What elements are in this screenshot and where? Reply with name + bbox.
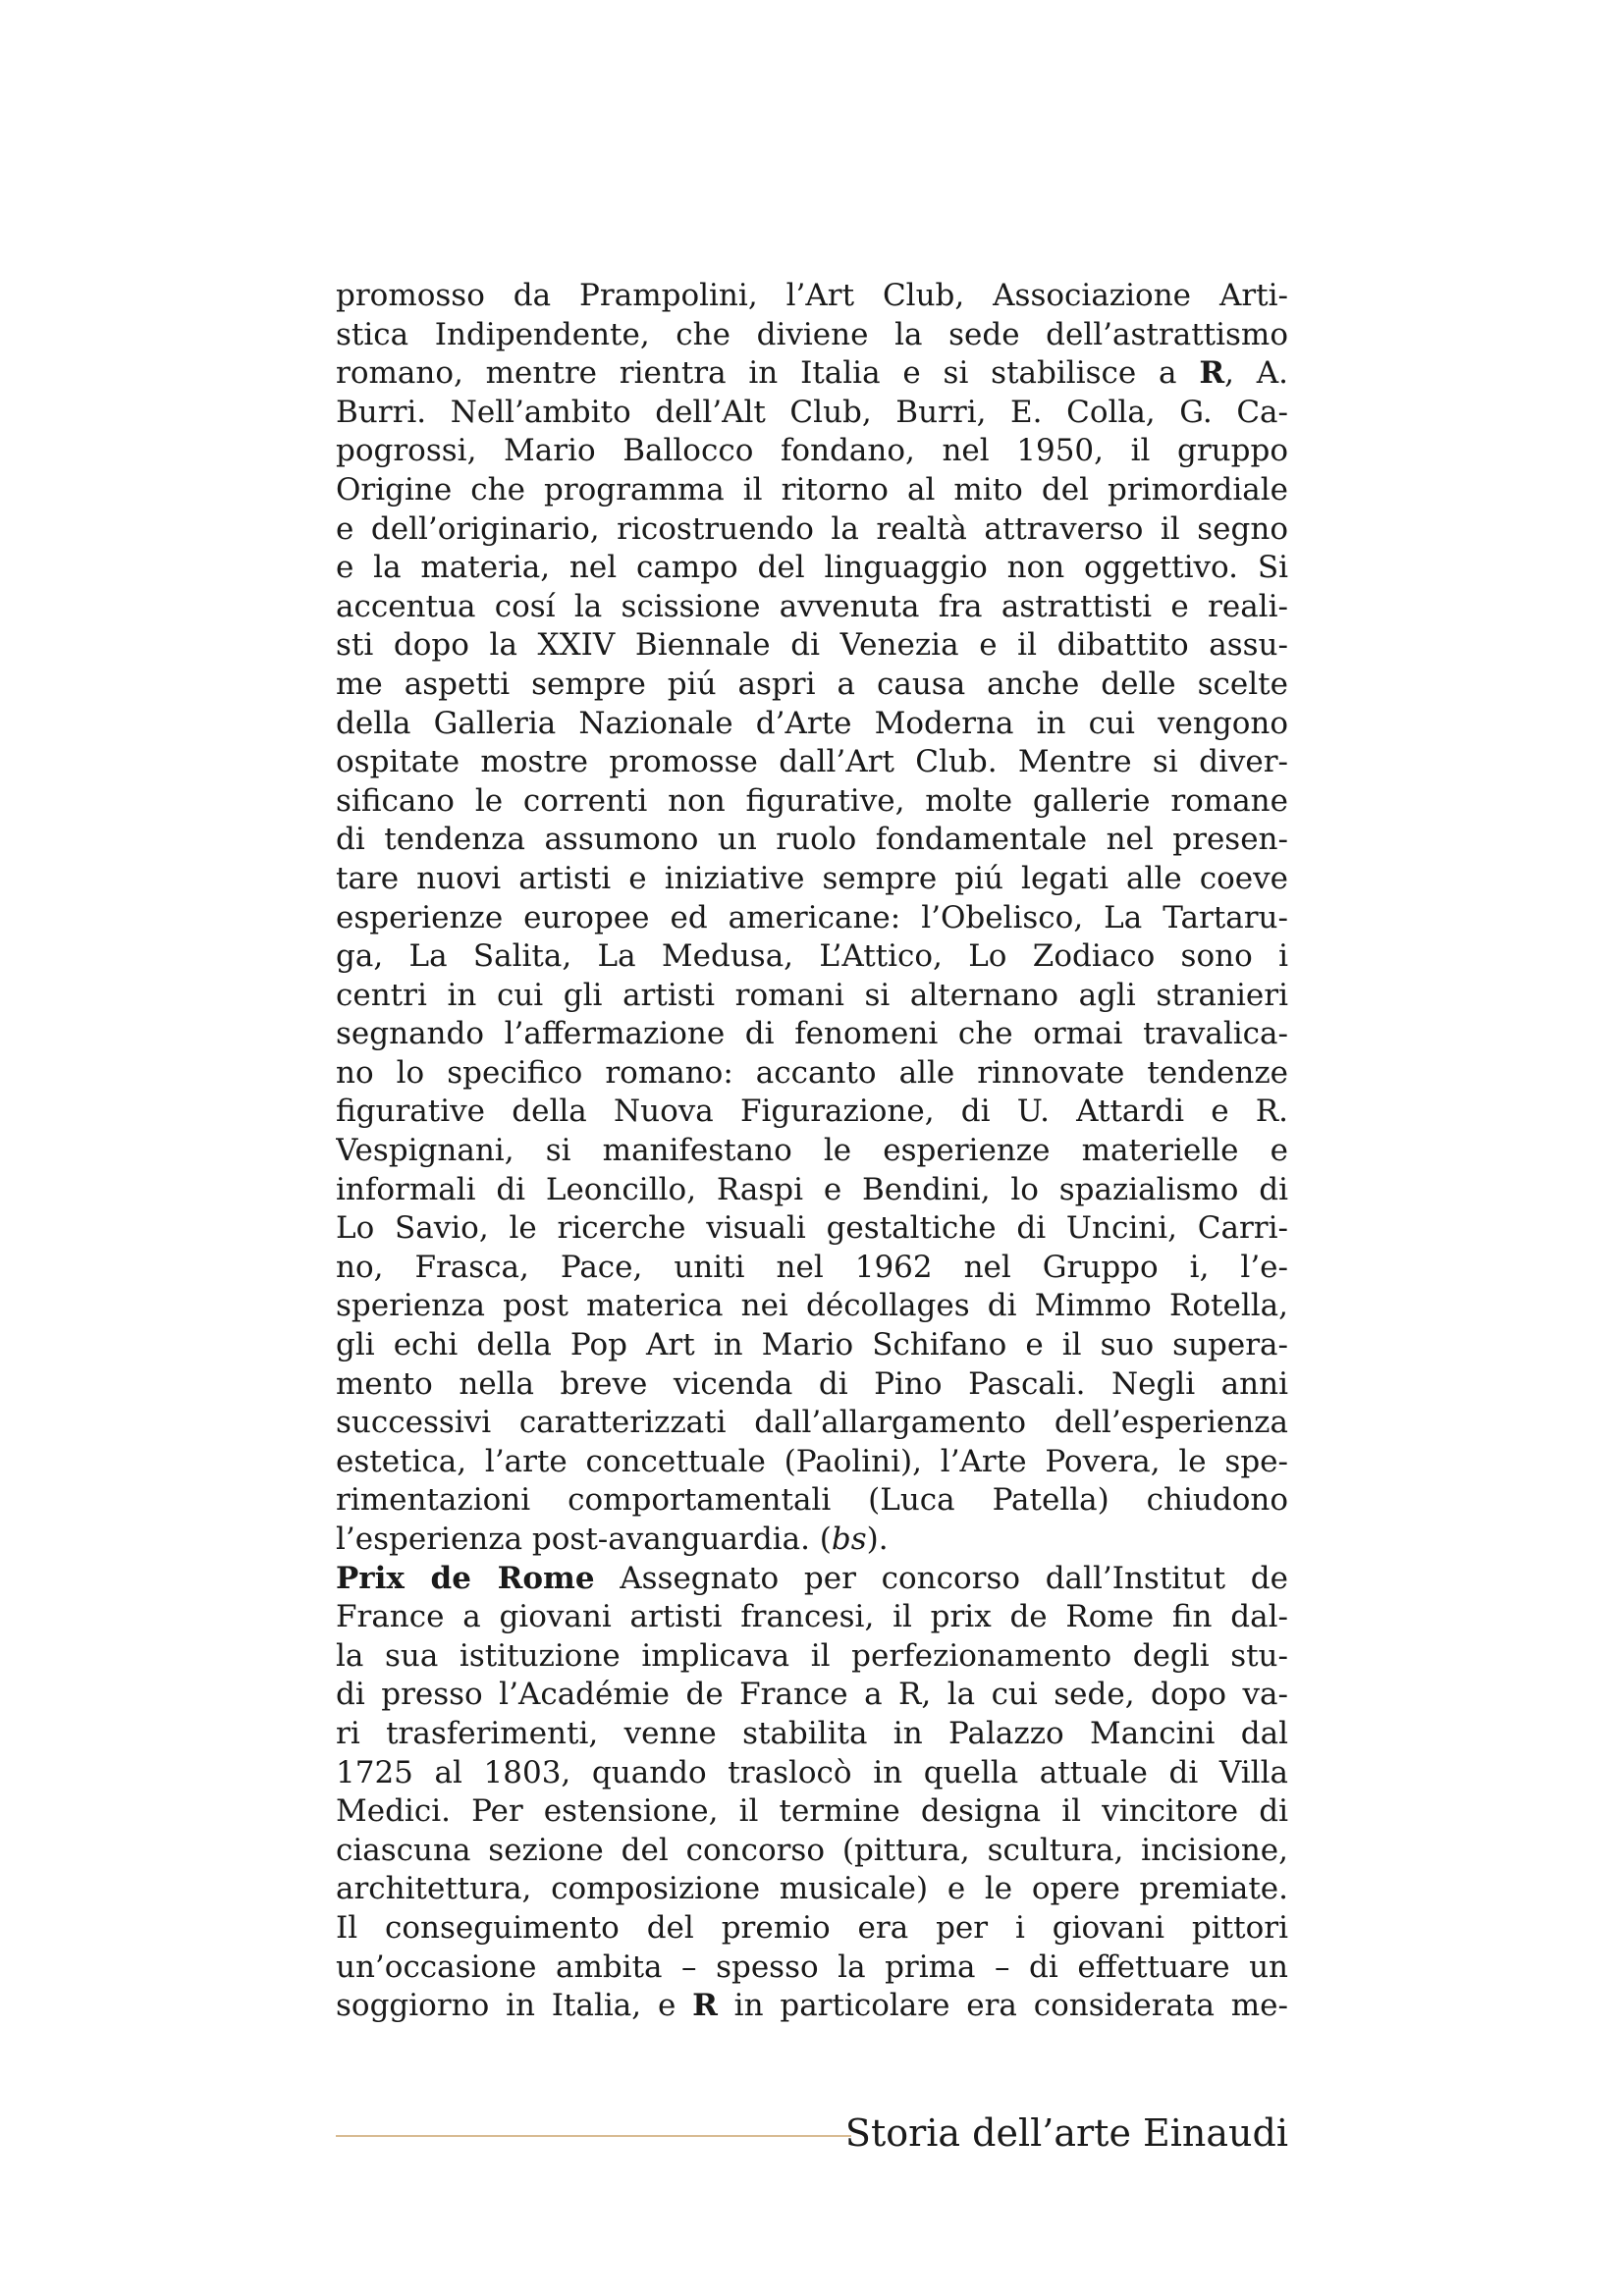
text-line	[336, 1171, 1288, 1210]
text-segment: l’esperienza post-avanguardia. (	[336, 1522, 832, 1557]
text-segment: ospitate mostre promosse dall’Art Club. Mentre si diver-	[336, 744, 1288, 780]
text-segment: Medici. Per estensione, il termine designa il vincitore di	[336, 1793, 1288, 1830]
page-footer	[336, 2106, 1288, 2164]
text-line	[336, 899, 1288, 938]
text-line	[336, 860, 1288, 899]
text-segment: no, Frasca, Pace, uniti nel 1962 nel Gruppo i, l’e-	[336, 1249, 1288, 1285]
text-segment: sti dopo la XXIV Biennale di Venezia e il dibattito assu-	[336, 627, 1288, 664]
bold-text: Prix de Rome	[336, 1560, 595, 1596]
text-line	[336, 354, 1288, 394]
text-line	[336, 1560, 1288, 1599]
text-line	[336, 1715, 1288, 1754]
text-segment: informali di Leoncillo, Raspi e Bendini, lo spazialismo di	[336, 1171, 1288, 1207]
text-line	[336, 977, 1288, 1016]
text-segment: e dell’originario, ricostruendo la realtà attraverso il segno	[336, 510, 1288, 547]
text-line	[336, 1870, 1288, 1909]
text-line	[336, 1249, 1288, 1288]
text-segment: rimentazioni comportamentali (Luca Patella) chiudono	[336, 1482, 1288, 1519]
text-segment: segnando l’affermazione di fenomeni che ormai travalica-	[336, 1016, 1288, 1052]
bold-text: R	[1199, 355, 1225, 392]
text-line	[336, 666, 1288, 705]
text-segment: ).	[866, 1522, 889, 1557]
text-segment: la sua istituzione implicava il perfezionamento degli stu-	[336, 1637, 1288, 1674]
text-line	[336, 432, 1288, 471]
text-line	[336, 1598, 1288, 1637]
text-line	[336, 1832, 1288, 1871]
text-segment: ga, La Salita, La Medusa, L’Attico, Lo Zodiaco sono i	[336, 938, 1288, 975]
text-segment: gli echi della Pop Art in Mario Schifano e il suo supera-	[336, 1327, 1288, 1363]
text-segment: Lo Savio, le ricerche visuali gestaltiche di Uncini, Carri-	[336, 1210, 1288, 1247]
text-line	[336, 782, 1288, 822]
text-line	[336, 316, 1288, 355]
text-segment: sperienza post materica nei décollages di Mimmo Rotella,	[336, 1288, 1288, 1324]
text-segment: di presso l’Académie de France a R, la cui sede, dopo va-	[336, 1677, 1288, 1713]
text-segment: pogrossi, Mario Ballocco fondano, nel 1950, il gruppo	[336, 433, 1288, 469]
text-line	[336, 1326, 1288, 1365]
text-line	[336, 1054, 1288, 1094]
text-segment: Burri. Nell’ambito dell’Alt Club, Burri, E. Colla, G. Ca-	[336, 394, 1288, 430]
text-segment: Vespignani, si manifestano le esperienze materielle e	[336, 1133, 1288, 1169]
text-segment: stica Indipendente, che diviene la sede dell’astrattismo	[336, 316, 1288, 352]
text-line	[336, 1443, 1288, 1482]
text-line	[336, 937, 1288, 977]
text-segment: estetica, l’arte concettuale (Paolini), l’Arte Povera, le spe-	[336, 1443, 1288, 1479]
text-line	[336, 1481, 1288, 1521]
text-segment: , A.	[1224, 355, 1288, 392]
text-line	[336, 1287, 1288, 1326]
text-line	[336, 1987, 1288, 2026]
text-line	[336, 1015, 1288, 1054]
footer-rule	[336, 2135, 851, 2137]
text-segment: soggiorno in Italia, e	[336, 1988, 693, 2024]
text-segment: ciascuna sezione del concorso (pittura, scultura, incisione,	[336, 1832, 1288, 1868]
text-line	[336, 588, 1288, 627]
text-segment: accentua cosí la scissione avvenuta fra astrattisti e reali-	[336, 588, 1288, 624]
text-line	[336, 705, 1288, 744]
text-segment: Assegnato per concorso dall’Institut de	[594, 1560, 1288, 1596]
text-segment: me aspetti sempre piú aspri a causa anche delle scelte	[336, 666, 1288, 702]
text-segment: di tendenza assumono un ruolo fondamentale nel presen-	[336, 822, 1288, 858]
text-segment: sificano le correnti non figurative, molte gallerie romane	[336, 782, 1288, 819]
text-line	[336, 1949, 1288, 1988]
text-segment: ri trasferimenti, venne stabilita in Palazzo Mancini dal	[336, 1715, 1288, 1751]
text-segment: esperienze europee ed americane: l’Obelisco, La Tartaru-	[336, 899, 1288, 935]
text-segment: 1725 al 1803, quando traslocò in quella attuale di Villa	[336, 1754, 1288, 1790]
text-segment: della Galleria Nazionale d’Arte Moderna in cui vengono	[336, 705, 1288, 741]
text-segment: successivi caratterizzati dall’allargamento dell’esperienza	[336, 1405, 1288, 1441]
body-text	[336, 277, 1288, 2026]
text-line	[336, 1792, 1288, 1832]
text-line	[336, 743, 1288, 782]
text-line	[336, 1521, 1288, 1560]
text-line	[336, 1365, 1288, 1405]
bold-text: R	[692, 1988, 718, 2024]
text-segment: architettura, composizione musicale) e le opere premiate.	[336, 1871, 1288, 1907]
text-segment: figurative della Nuova Figurazione, di U. Attardi e R.	[336, 1094, 1288, 1130]
text-segment: no lo specifico romano: accanto alle rinnovate tendenze	[336, 1054, 1288, 1091]
text-line	[336, 471, 1288, 510]
text-line	[336, 1093, 1288, 1132]
text-line	[336, 510, 1288, 550]
text-line	[336, 1132, 1288, 1171]
italic-text: bs	[831, 1522, 867, 1557]
text-line	[336, 1909, 1288, 1949]
text-segment: France a giovani artisti francesi, il prix de Rome fin dal-	[336, 1599, 1288, 1635]
text-segment: mento nella breve vicenda di Pino Pascali. Negli anni	[336, 1365, 1288, 1402]
text-segment: centri in cui gli artisti romani si alternano agli stranieri	[336, 977, 1288, 1013]
text-segment: Il conseguimento del premio era per i giovani pittori	[336, 1909, 1288, 1946]
text-line	[336, 821, 1288, 860]
text-segment: Origine che programma il ritorno al mito del primordiale	[336, 471, 1288, 507]
text-segment: promosso da Prampolini, l’Art Club, Associazione Arti-	[336, 278, 1288, 313]
text-line	[336, 626, 1288, 666]
footer-title: Storia dell’arte Einaudi	[844, 2111, 1288, 2155]
text-segment: un’occasione ambita – spesso la prima – di effettuare un	[336, 1949, 1288, 1985]
text-line	[336, 1637, 1288, 1677]
text-line	[336, 277, 1288, 316]
text-line	[336, 394, 1288, 433]
text-segment: tare nuovi artisti e iniziative sempre piú legati alle coeve	[336, 860, 1288, 896]
text-line	[336, 1209, 1288, 1249]
text-segment: e la materia, nel campo del linguaggio non oggettivo. Si	[336, 550, 1288, 586]
text-line	[336, 1404, 1288, 1443]
text-line	[336, 1754, 1288, 1793]
text-segment: romano, mentre rientra in Italia e si stabilisce a	[336, 355, 1200, 392]
text-line	[336, 1676, 1288, 1715]
text-line	[336, 549, 1288, 588]
text-segment: in particolare era considerata me-	[717, 1988, 1288, 2024]
